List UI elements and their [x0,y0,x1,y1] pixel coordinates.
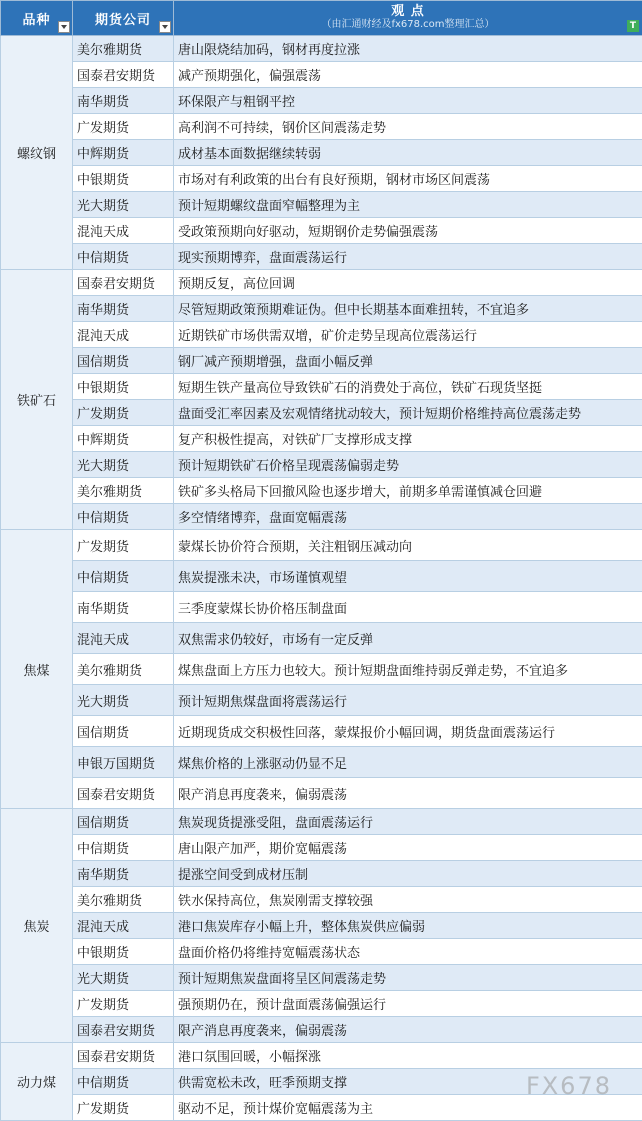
view-cell: 驱动不足，预计煤价宽幅震荡为主 [174,1095,642,1121]
company-cell: 中辉期货 [73,140,174,166]
view-cell: 近期现货成交积极性回落，蒙煤报价小幅回调，期货盘面震荡运行 [174,716,642,747]
company-cell: 中信期货 [73,835,174,861]
table-row [1,716,642,747]
view-cell: 受政策预期向好驱动，短期钢价走势偏强震荡 [174,218,642,244]
view-cell: 强预期仍在，预计盘面震荡偏强运行 [174,991,642,1017]
company-cell: 南华期货 [73,296,174,322]
view-cell: 港口焦炭库存小幅上升，整体焦炭供应偏弱 [174,913,642,939]
view-cell: 焦炭现货提涨受阻，盘面震荡运行 [174,809,642,835]
view-header [174,1,642,36]
company-cell: 国泰君安期货 [73,62,174,88]
view-cell: 成材基本面数据继续转弱 [174,140,642,166]
table-row [1,861,642,887]
table-row [1,478,642,504]
view-header-label: 观 点 [391,5,425,18]
company-cell: 光大期货 [73,192,174,218]
company-cell: 国泰君安期货 [73,270,174,296]
view-cell: 铁矿多头格局下回撤风险也逐步增大，前期多单需谨慎减仓回避 [174,478,642,504]
company-cell: 中信期货 [73,504,174,530]
company-cell: 国泰君安期货 [73,1017,174,1043]
view-cell: 市场对有利政策的出台有良好预期，钢材市场区间震荡 [174,166,642,192]
table-row [1,835,642,861]
table-row [1,244,642,270]
table-row [1,747,642,778]
table-row [1,296,642,322]
variety-header [1,1,73,36]
view-cell: 钢厂减产预期增强，盘面小幅反弹 [174,348,642,374]
view-cell: 供需宽松未改，旺季预期支撑 [174,1069,642,1095]
table-row [1,913,642,939]
table-row [1,778,642,809]
table-row [1,140,642,166]
view-cell: 盘面价格仍将维持宽幅震荡状态 [174,939,642,965]
table-row [1,939,642,965]
view-cell: 双焦需求仍较好，市场有一定反弹 [174,623,642,654]
company-cell: 中银期货 [73,939,174,965]
view-cell: 港口氛围回暖，小幅探涨 [174,1043,642,1069]
table-row [1,270,642,296]
company-cell: 国信期货 [73,809,174,835]
view-cell: 高利润不可持续，钢价区间震荡走势 [174,114,642,140]
company-cell: 南华期货 [73,861,174,887]
company-cell: 国信期货 [73,348,174,374]
view-cell: 蒙煤长协价符合预期，关注粗钢压减动向 [174,530,642,561]
company-cell: 光大期货 [73,685,174,716]
table-row [1,530,642,561]
company-cell: 混沌天成 [73,218,174,244]
variety-cell: 螺纹钢 [1,36,73,270]
company-cell: 广发期货 [73,1095,174,1121]
company-cell: 国泰君安期货 [73,1043,174,1069]
variety-header-label: 品种 [22,9,50,28]
view-cell: 现实预期博弈，盘面震荡运行 [174,244,642,270]
table-row [1,1017,642,1043]
table-row [1,654,642,685]
company-cell: 中信期货 [73,1069,174,1095]
table-row [1,685,642,716]
company-cell: 广发期货 [73,991,174,1017]
company-cell: 中银期货 [73,166,174,192]
table-row [1,592,642,623]
table-row [1,452,642,478]
company-cell: 混沌天成 [73,322,174,348]
table-row [1,114,642,140]
view-cell: 复产积极性提高，对铁矿厂支撑形成支撑 [174,426,642,452]
view-cell: 唐山限烧结加码，钢材再度拉涨 [174,36,642,62]
view-cell: 预计短期焦煤盘面将震荡运行 [174,685,642,716]
view-cell: 三季度蒙煤长协价格压制盘面 [174,592,642,623]
variety-cell: 焦炭 [1,809,73,1043]
view-cell: 预计短期铁矿石价格呈现震荡偏弱走势 [174,452,642,478]
table-row [1,62,642,88]
view-cell: 盘面受汇率因素及宏观情绪扰动较大，预计短期价格维持高位震荡走势 [174,400,642,426]
view-header-subtitle: （由汇通财经及fx678.com整理汇总） [174,18,642,31]
view-cell: 焦炭提涨未决，市场谨慎观望 [174,561,642,592]
company-cell: 中信期货 [73,244,174,270]
company-cell: 光大期货 [73,452,174,478]
company-cell: 国信期货 [73,716,174,747]
table-row [1,400,642,426]
company-cell: 光大期货 [73,965,174,991]
view-cell: 减产预期强化，偏强震荡 [174,62,642,88]
company-cell: 广发期货 [73,400,174,426]
table-row [1,36,642,62]
variety-cell: 焦煤 [1,530,73,809]
view-cell: 限产消息再度袭来，偏弱震荡 [174,778,642,809]
company-cell: 南华期货 [73,592,174,623]
view-cell: 近期铁矿市场供需双增，矿价走势呈现高位震荡运行 [174,322,642,348]
view-cell: 唐山限产加严，期价宽幅震荡 [174,835,642,861]
company-cell: 中银期货 [73,374,174,400]
company-header [73,1,174,36]
table-row [1,965,642,991]
company-cell: 美尔雅期货 [73,478,174,504]
table-body [1,36,642,1121]
view-cell: 煤焦价格的上涨驱动仍显不足 [174,747,642,778]
company-cell: 美尔雅期货 [73,654,174,685]
table-row [1,561,642,592]
table-row [1,1069,642,1095]
view-cell: 限产消息再度袭来，偏弱震荡 [174,1017,642,1043]
table-row [1,374,642,400]
view-cell: 提涨空间受到成材压制 [174,861,642,887]
company-cell: 混沌天成 [73,913,174,939]
table-row [1,1043,642,1069]
company-cell: 申银万国期货 [73,747,174,778]
filter-dropdown-icon[interactable] [58,21,70,33]
company-header-label: 期货公司 [95,9,151,28]
view-cell: 铁水保持高位，焦炭刚需支撑较强 [174,887,642,913]
table-row [1,504,642,530]
company-cell: 中信期货 [73,561,174,592]
variety-cell: 铁矿石 [1,270,73,530]
company-cell: 广发期货 [73,530,174,561]
company-cell: 美尔雅期货 [73,887,174,913]
company-cell: 南华期货 [73,88,174,114]
view-cell: 预期反复，高位回调 [174,270,642,296]
table-row [1,426,642,452]
view-cell: 尽管短期政策预期难证伪。但中长期基本面难扭转，不宜追多 [174,296,642,322]
table-row [1,322,642,348]
table-row [1,166,642,192]
view-cell: 环保限产与粗钢平控 [174,88,642,114]
variety-cell: 动力煤 [1,1043,73,1121]
table-row [1,88,642,114]
table-row [1,348,642,374]
view-cell: 多空情绪博弈，盘面宽幅震荡 [174,504,642,530]
table-row [1,192,642,218]
table-row [1,218,642,244]
company-cell: 广发期货 [73,114,174,140]
company-cell: 混沌天成 [73,623,174,654]
filter-marker-icon[interactable]: T [627,20,639,32]
table-row [1,887,642,913]
view-cell: 预计短期螺纹盘面窄幅整理为主 [174,192,642,218]
filter-dropdown-icon[interactable] [159,21,171,33]
header-row [1,1,642,36]
table-row [1,809,642,835]
watermark-logo: FX678 [526,1072,612,1100]
table-row [1,623,642,654]
view-cell: 预计短期焦炭盘面将呈区间震荡走势 [174,965,642,991]
table-row [1,1095,642,1121]
company-cell: 中辉期货 [73,426,174,452]
company-cell: 美尔雅期货 [73,36,174,62]
view-cell: 短期生铁产量高位导致铁矿石的消费处于高位，铁矿石现货坚挺 [174,374,642,400]
company-cell: 国泰君安期货 [73,778,174,809]
view-cell: 煤焦盘面上方压力也较大。预计短期盘面维持弱反弹走势，不宜追多 [174,654,642,685]
table-row [1,991,642,1017]
